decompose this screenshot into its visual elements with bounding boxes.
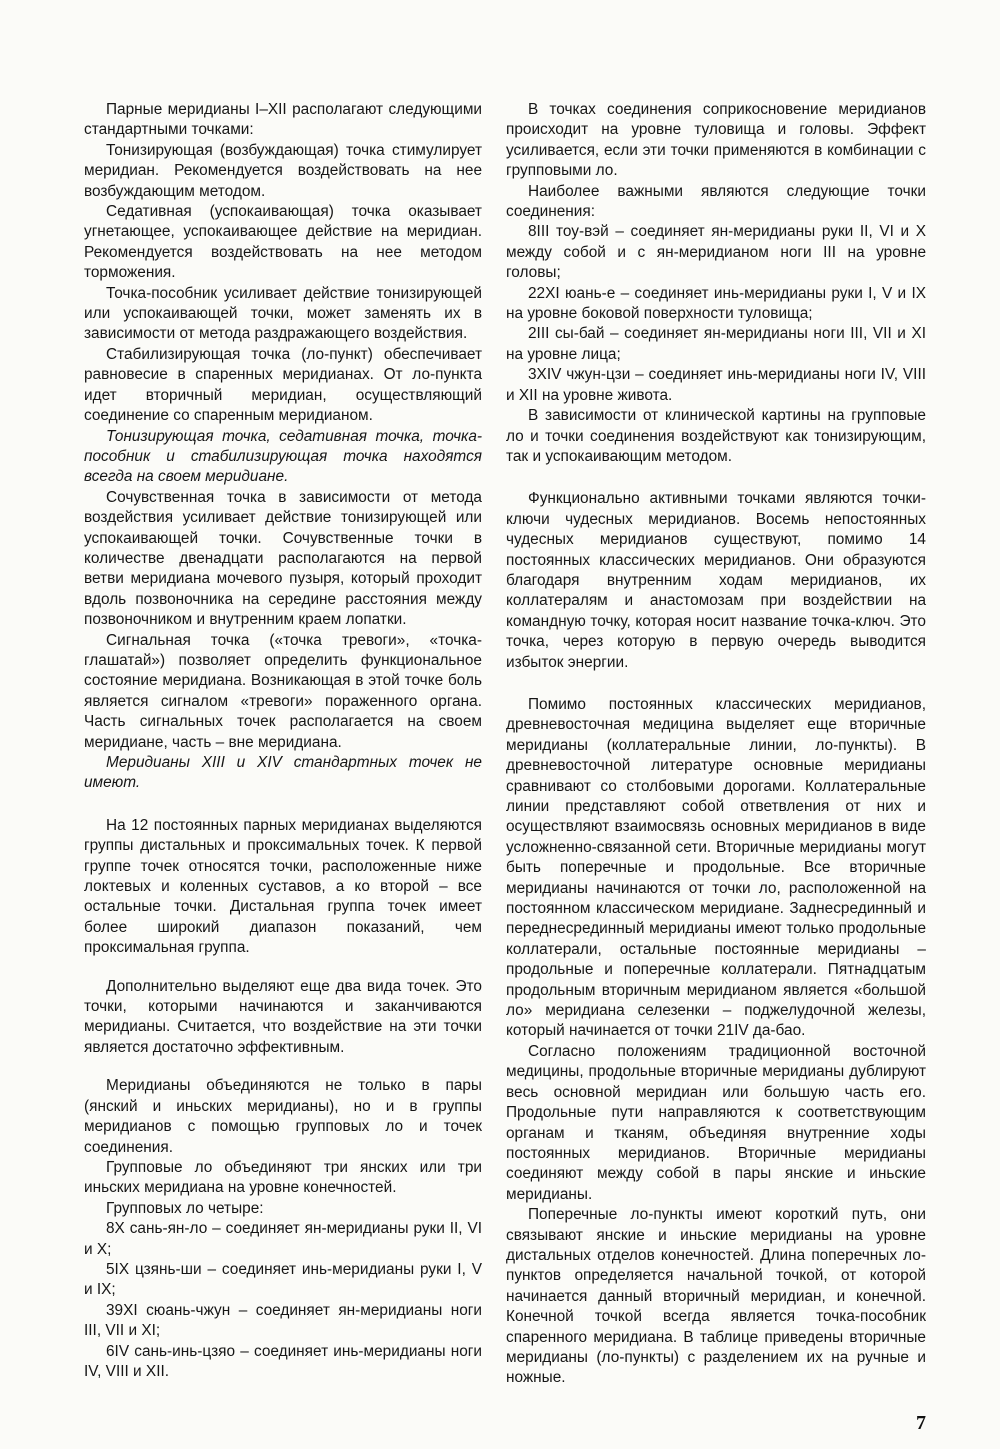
paragraph: Поперечные ло-пункты имеют короткий путь, они связывают янские и иньские меридианы на уровне дистальных отделов конечностей. Длина поперечных ло-пунктов определяется начальной точкой, от которой начинается данный вторичный меридиан, и конечной. Конечной точкой всегда является точка-пособник спаренного меридиана. В таблице приведены вторичные меридианы (ло-пункты) с разделением их на ручные и ножные. (506, 1206, 926, 1387)
italic-note: Тонизирующая точка, седативная точка, точка-пособник и стабилизирующая точка находятся всегда на своем меридиане. (84, 427, 482, 486)
paragraph: Сигнальная точка («точка тревоги», «точка-глашатай») позволяет определить функциональное состояние меридиана. Возникающая в этой точке боль является сигналом «тревоги» пораженного органа. Часть сигнальных точек располагается на своем меридиане, часть – вне меридиана. (84, 631, 482, 751)
list-item: 39XI сюань-чжун – соединяет ян-меридианы ноги III, VII и XI; (84, 1301, 482, 1340)
italic-note: Меридианы XIII и XIV стандартных точек не имеют. (84, 754, 482, 792)
paragraph: В точках соединения соприкосновение меридианов происходит на уровне туловища и головы. Эффект усиливается, если эти точки применяются в комбинации с групповыми ло. (506, 101, 926, 180)
list-item: 5IX цзянь-ши – соединяет инь-меридианы руки I, V и IX; (84, 1260, 482, 1299)
left-column (84, 100, 482, 1382)
list-item: 6IV сань-инь-цзяо – соединяет инь-меридианы ноги IV, VIII и XII. (84, 1342, 482, 1380)
right-column (506, 100, 926, 1389)
paragraph: Наиболее важными являются следующие точки соединения: (506, 182, 926, 221)
paragraph: Парные меридианы I–XII располагают следующими стандартными точками: (84, 101, 482, 139)
paragraph: Тонизирующая (возбуждающая) точка стимулирует меридиан. Рекомендуется воздействовать на нее возбуждающим методом. (84, 141, 482, 200)
paragraph: Меридианы объединяются не только в пары (янский и иньских меридианы), но и в группы меридианов с помощью групповых ло и точек соединения. (84, 1077, 482, 1156)
list-item: 3XIV чжун-цзи – соединяет инь-меридианы ноги IV, VIII и XII на уровне живота. (506, 366, 926, 404)
paragraph: Согласно положениям традиционной восточной медицины, продольные вторичные меридианы дублируют весь основной меридиан или большую часть его. Продольные пути направляются к соответствующим органам и тканям, объединяя внутренние ходы постоянных меридианов. Вторичные меридианы соединяют между собой в пары янские и иньские меридианы. (506, 1042, 926, 1203)
list-item: 8X сань-ян-ло – соединяет ян-меридианы руки II, VI и X; (84, 1220, 482, 1258)
paragraph: Точка-пособник усиливает действие тонизирующей или успокаивающей точки, может заменять их в зависимости от метода раздражающего воздействия. (84, 284, 482, 343)
paragraph: Сочувственная точка в зависимости от метода воздействия усиливает действие тонизирующей или успокаивающей точки. Сочувственные точки в количестве двенадцати располагаются на первой ветви меридиана мочевого пузыря, который проходит вдоль позвоночника на середине расстояния между позвоночником и внутренним краем лопатки. (84, 488, 482, 629)
paragraph: В зависимости от клинической картины на групповые ло и точки соединения воздействуют как тонизирующим, так и успокаивающим методом. (506, 407, 926, 465)
list-item: 22XI юань-е – соединяет инь-меридианы руки I, V и IX на уровне боковой поверхности туловища; (506, 284, 926, 323)
list-item: 8III тоу-вэй – соединяет ян-меридианы руки II, VI и X между собой и с ян-меридианом ноги III на уровне головы; (506, 223, 926, 282)
paragraph: Дополнительно выделяют еще два вида точек. Это точки, которыми начинаются и заканчиваются меридианы. Считается, что воздействие на эти точки является достаточно эффективным. (84, 977, 482, 1056)
paragraph: Функционально активными точками являются точки-ключи чудесных меридианов. Восемь непостоянных чудесных меридианов существуют, помимо 14 постоянных классических меридианов. Они образуются благодаря внутренним ходам меридианов, их коллатералям и анастомозам при воздействии на командную точку, которая носит название точка-ключ. Это точка, через которую в первую очередь выводится избыток энергии. (506, 490, 926, 671)
paragraph: Групповых ло четыре: (106, 1199, 264, 1217)
paragraph: Стабилизирующая точка (ло-пункт) обеспечивает равновесие в спаренных меридианах. От ло-пункта идет вторичный меридиан, осуществляющий соединение со спаренным меридианом. (84, 345, 482, 425)
paragraph: Групповые ло объединяют три янских или три иньских меридиана на уровне конечностей. (84, 1158, 482, 1197)
list-item: 2III сы-бай – соединяет ян-меридианы ноги III, VII и XI на уровне лица; (506, 325, 926, 363)
page-number: 7 (916, 1412, 926, 1434)
paragraph: Помимо постоянных классических меридианов, древневосточная медицина выделяет еще вторичные меридианы (коллатеральные линии, ло-пункты). В древневосточной литературе основные меридианы сравнивают со столбовыми дорогами. Коллатеральные линии представляют собой ответвления от них и осуществляют взаимосвязь основных меридианов в виде усложненно-связанной сети. Вторичные меридианы могут быть поперечные и продольные. Все вторичные меридианы начинаются от точки ло, расположенной на постоянном классическом меридиане. Заднесрединный и переднесрединный меридианы имеют только продольные коллатерали, остальные постоянные меридианы – продольные и поперечные коллатерали. Пятнадцатым продольным вторичным меридианом является «большой ло» меридиана селезенки – поджелудочной железы, который начинается от точки 21IV да-бао. (506, 695, 926, 1040)
paragraph: Седативная (успокаивающая) точка оказывает угнетающее, успокаивающее действие на меридиан. Рекомендуется воздействовать на нее методом торможения. (84, 203, 482, 282)
paragraph: На 12 постоянных парных меридианах выделяются группы дистальных и проксимальных точек. К первой группе точек относятся точки, расположенные ниже локтевых и коленных суставов, а ко второй – все остальные точки. Дистальная группа точек имеет более широкий диапазон показаний, чем проксимальная группа. (84, 816, 482, 957)
